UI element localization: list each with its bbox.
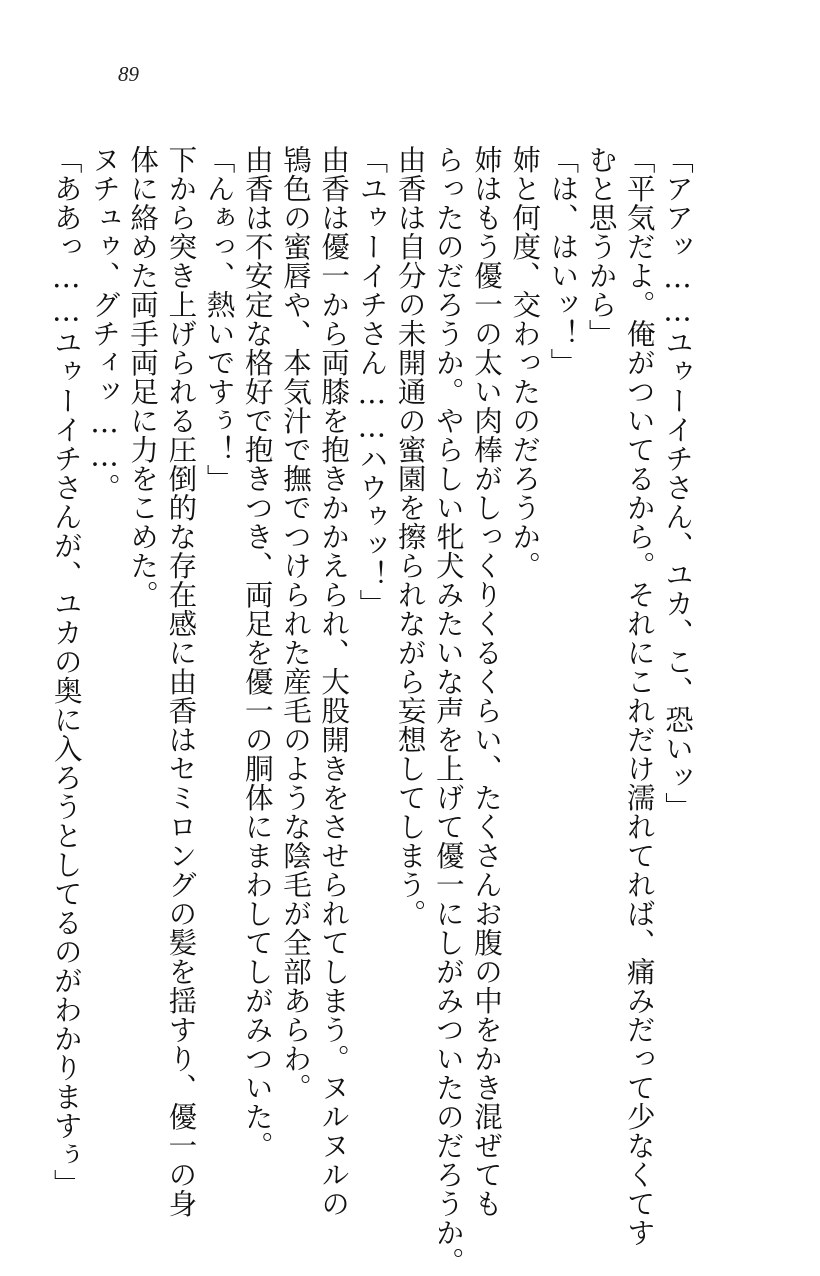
- text-line: 鴇色の蜜唇や、本気汁で撫でつけられた産毛のような陰毛が全部あらわ。: [278, 145, 312, 1102]
- body-text: [49, 145, 696, 1276]
- text-line: 体に絡めた両手両足に力をこめた。: [126, 145, 160, 609]
- text-line: 姉はもう優一の太い肉棒がしっくりくるくらい、たくさんお腹の中をかき混ぜても: [469, 145, 503, 1218]
- text-line: 「は、はいッ！」: [546, 145, 580, 377]
- text-line: 由香は自分の未開通の蜜園を擦られながら妄想してしまう。: [393, 145, 427, 928]
- text-line: ヌチュゥ、グチィッ……。: [87, 145, 121, 502]
- page-number: 89: [118, 62, 139, 86]
- text-line: 「ああっ……ユゥーイチさんが、ユカの奥に入ろうとしてるのがわかりますぅ」: [49, 145, 83, 1198]
- text-line: 「ユゥーイチさん……ハウゥッ！」: [355, 145, 389, 618]
- text-line: 由香は優一から両膝を抱きかかえられ、大股開きをさせられてしまう。ヌルヌルの: [317, 145, 351, 1218]
- text-line: 「平気だよ。俺がついてるから。それにこれだけ濡れてれば、痛みだって少なくてす: [622, 145, 656, 1247]
- text-line: 「んぁっ、熱いですぅ！」: [202, 145, 236, 493]
- text-line: 姉と何度、交わったのだろうか。: [508, 145, 542, 580]
- text-line: 由香は不安定な格好で抱きつき、両足を優一の胴体にまわしてしがみついた。: [240, 145, 274, 1160]
- text-line: 「アアッ……ユゥーイチさん、ユカ、こ、恐いッ」: [661, 145, 694, 821]
- text-line: らったのだろうか。やらしい牝犬みたいな声を上げて優一にしがみついたのだろうか。: [431, 145, 465, 1276]
- text-line: むと思うから」: [584, 145, 618, 348]
- text-line: 下から突き上げられる圧倒的な存在感に由香はセミロングの髪を揺すり、優一の身: [164, 145, 198, 1218]
